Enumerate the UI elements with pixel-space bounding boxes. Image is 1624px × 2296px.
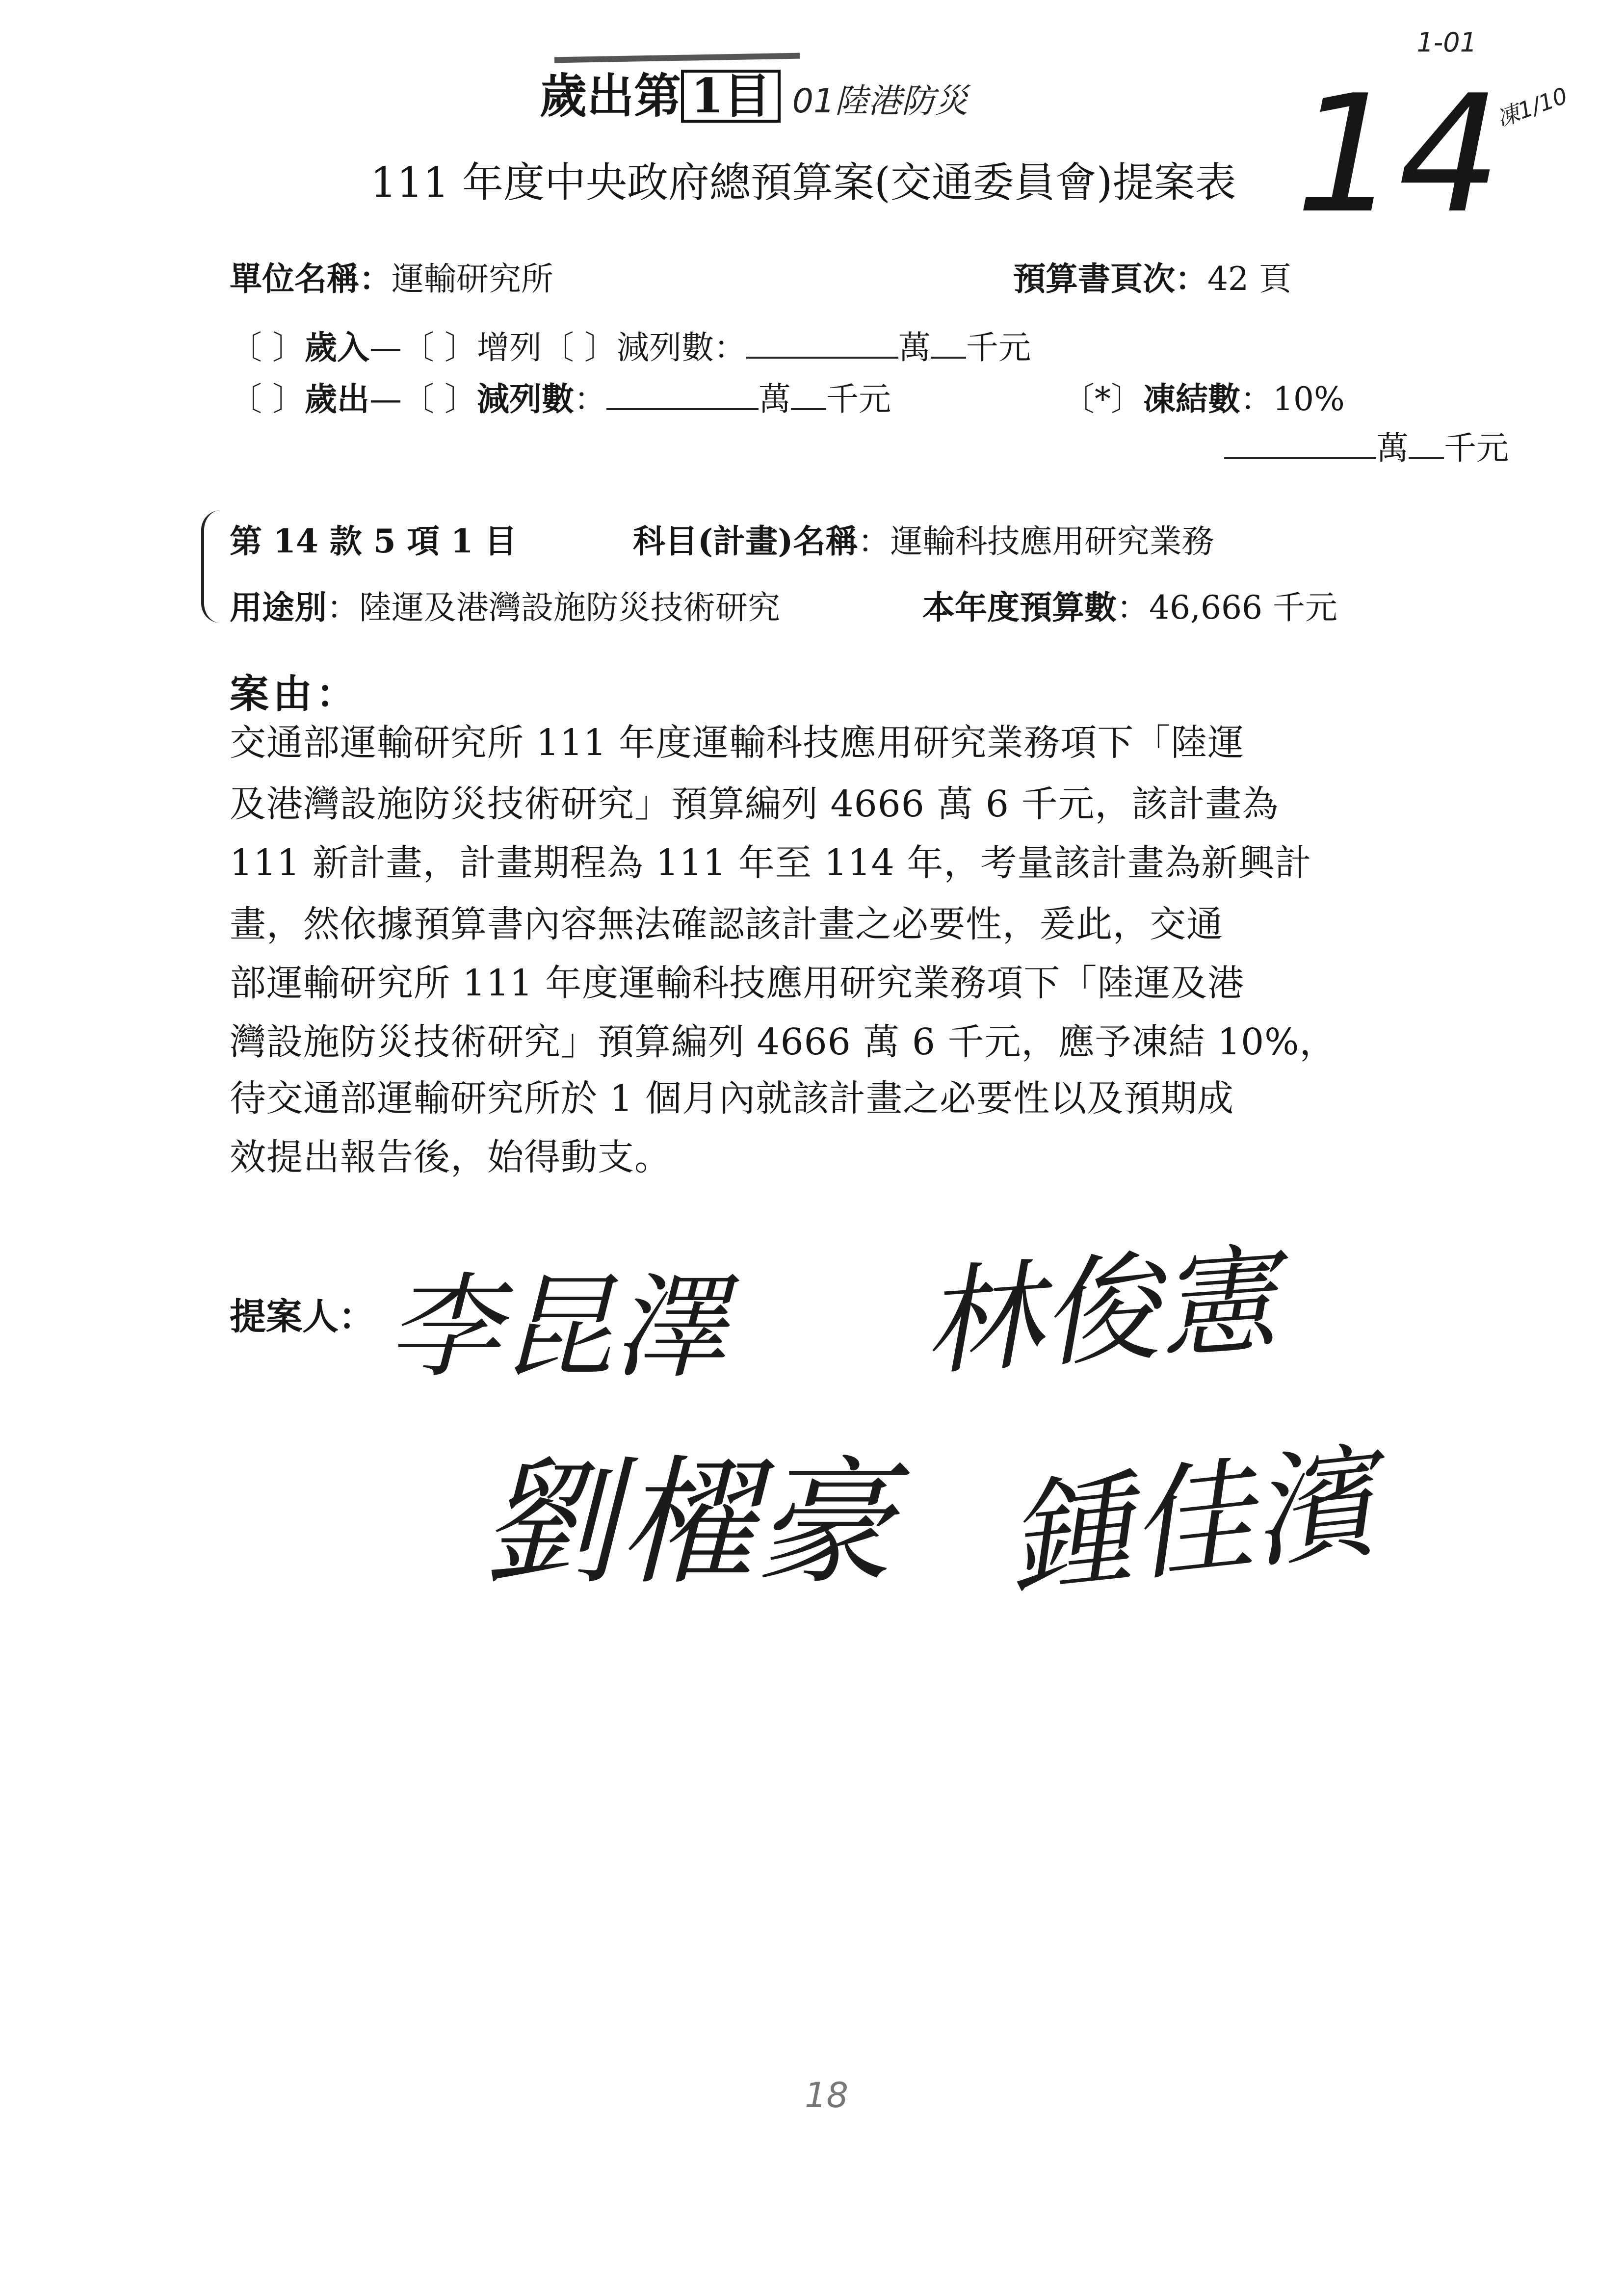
heading-tag: 01陸港防災 [792,82,969,121]
amount-blank [1224,428,1376,459]
qian-unit: 千元 [966,329,1031,366]
reason-line: 灣設施防災技術研究」預算編列 4666 萬 6 千元，應予凍結 10%， [230,1021,1336,1063]
signature: 劉櫂豪 [481,1443,893,1603]
amount-blank [791,379,826,410]
reason-line: 及港灣設施防災技術研究」預算編列 4666 萬 6 千元，該計畫為 [230,783,1279,825]
amount-blank [1409,428,1444,459]
decrease-checkbox: 〔 〕 [541,329,617,366]
usage-label: 用途別 [230,588,327,626]
reason-line: 效提出報告後，始得動支。 [230,1136,671,1178]
revenue-option-row [230,321,1031,368]
revenue-label: 歲入 [304,328,369,366]
expense-checkbox: 〔 〕 [230,380,305,418]
budget-value: ：46,666 千元 [1117,589,1337,626]
heading-prefix: 歲出第 [540,68,681,124]
freeze-checkbox: 〔*〕 [1062,380,1143,418]
expense-label: 歲出 [304,380,369,418]
proposal-number: 14 [1295,60,1501,249]
signature: 鍾佳濱 [1000,1431,1382,1612]
corner-note: 1-01 [1416,27,1477,58]
wan-unit: 萬 [758,380,791,418]
reason-line: 111 新計畫，計畫期程為 111 年至 114 年，考量該計畫為新興計 [230,842,1312,884]
subject-row [633,515,1214,562]
unit-name-row [230,253,553,299]
increase-label: 增列 [476,329,542,366]
item-section: 第 14 款 5 項 1 目 [230,522,517,560]
colon: ： [574,380,606,418]
reason-line: 交通部運輸研究所 111 年度運輸科技應用研究業務項下「陸運 [230,722,1245,764]
proposers-label: 提案人： [230,1296,375,1338]
reason-label: 案由： [230,671,359,717]
item-section-row [230,515,517,562]
expense-decrease-checkbox: —〔 〕 [369,380,477,418]
handwritten-item-heading [540,59,968,126]
amount-blank [931,328,966,359]
signature: 李昆澤 [388,1262,726,1393]
heading-box-label: 1目 [681,70,781,123]
increase-checkbox: —〔 〕 [369,329,477,366]
expense-decrease-label: 減列數 [476,380,574,418]
unit-name-label: 單位名稱： [230,260,392,298]
expense-option-row [230,373,891,419]
side-note: 凍1/10 [1493,82,1571,132]
freeze-option [1062,373,1345,419]
budget-label: 本年度預算數 [922,588,1117,626]
freeze-value: ：10% [1240,380,1345,418]
subject-label: 科目(計畫)名稱 [633,522,858,560]
signature: 林俊憲 [918,1230,1281,1392]
subject-value: ：運輸科技應用研究業務 [858,522,1214,560]
usage-row [230,581,780,628]
reason-line: 畫，然依據預算書內容無法確認該計畫之必要性，爰此，交通 [230,903,1223,945]
freeze-label: 凍結數 [1143,380,1240,418]
qian-unit: 千元 [1444,429,1509,467]
budget-page-value: 42 頁 [1207,260,1291,298]
wan-unit: 萬 [1376,429,1409,467]
item-brace [201,510,224,623]
wan-unit: 萬 [898,329,931,366]
budget-row [922,581,1337,628]
revenue-checkbox: 〔 〕 [230,329,305,366]
budget-page-label: 預算書頁次： [1013,260,1207,298]
amount-blank [746,328,898,359]
amount-blank [606,379,759,410]
reason-line: 部運輸研究所 111 年度運輸科技應用研究業務項下「陸運及港 [230,962,1245,1004]
freeze-amount-row [1224,422,1509,469]
budget-page-row [1013,253,1291,299]
document-title: 111 年度中央政府總預算案(交通委員會)提案表 [370,158,1236,207]
unit-name-value: 運輸研究所 [392,260,553,298]
reason-line: 待交通部運輸研究所於 1 個月內就該計畫之必要性以及預期成 [230,1077,1234,1120]
page-mark: 18 [805,2075,849,2115]
decrease-label: 減列數： [616,329,746,366]
usage-value: ：陸運及港灣設施防災技術研究 [327,589,780,626]
qian-unit: 千元 [826,380,891,418]
